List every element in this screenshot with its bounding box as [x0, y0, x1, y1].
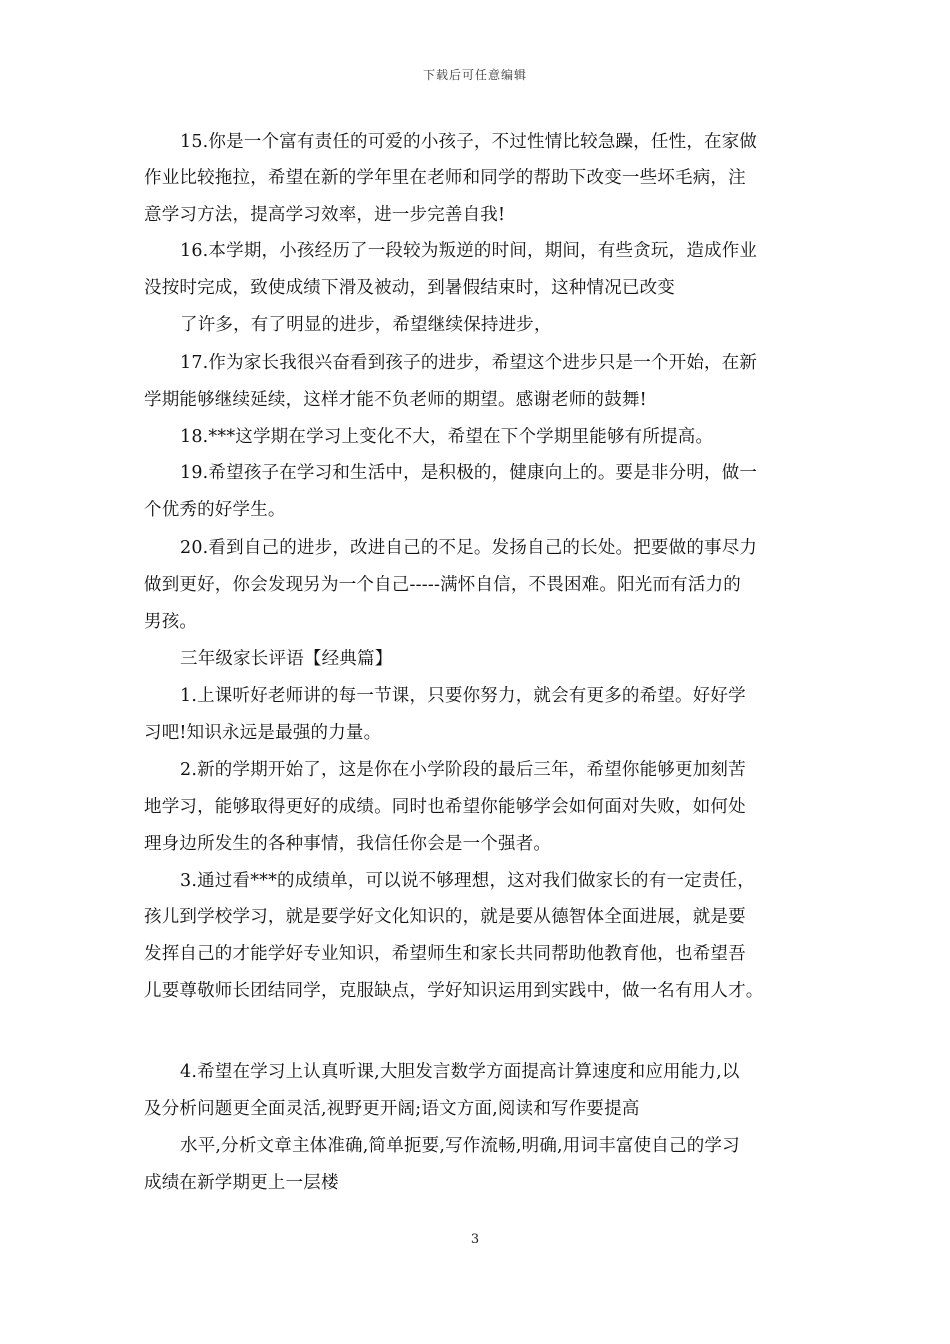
- paragraph-line: 没按时完成，致使成绩下滑及被动，到暑假结束时，这种情况已改变: [144, 278, 675, 298]
- paragraph-line: 做到更好，你会发现另为一个自己-----满怀自信，不畏困难。阳光而有活力的: [144, 575, 741, 595]
- paragraph-line: 个优秀的好学生。: [144, 500, 286, 520]
- paragraph-line: 水平,分析文章主体准确,简单扼要,写作流畅,明确,用词丰富使自己的学习: [180, 1136, 740, 1156]
- paragraph-line: 15.你是一个富有责任的可爱的小孩子，不过性情比较急躁，任性，在家做: [180, 132, 758, 152]
- paragraph-line: 地学习，能够取得更好的成绩。同时也希望你能够学会如何面对失败，如何处: [144, 797, 746, 817]
- paragraph-line: 18.***这学期在学习上变化不大，希望在下个学期里能够有所提高。: [180, 427, 714, 447]
- paragraph-line: 19.希望孩子在学习和生活中，是积极的，健康向上的。要是非分明，做一: [180, 463, 758, 483]
- paragraph-line: 20.看到自己的进步，改进自己的不足。发扬自己的长处。把要做的事尽力: [180, 538, 758, 558]
- paragraph-line: 3.通过看***的成绩单，可以说不够理想，这对我们做家长的有一定责任，: [180, 871, 755, 891]
- paragraph-line: 1.上课听好老师讲的每一节课，只要你努力，就会有更多的希望。好好学: [180, 686, 746, 706]
- paragraph-line: 男孩。: [144, 612, 198, 632]
- section-heading: 三年级家长评语【经典篇】: [180, 649, 393, 669]
- paragraph-line: 孩儿到学校学习，就是要学好文化知识的，就是要从德智体全面进展，就是要: [144, 907, 746, 927]
- page-number: 3: [470, 1232, 480, 1247]
- paragraph-line: 成绩在新学期更上一层楼: [144, 1173, 339, 1193]
- paragraph-line: 了许多，有了明显的进步，希望继续保持进步，: [180, 315, 552, 335]
- paragraph-line: 16.本学期，小孩经历了一段较为叛逆的时间，期间，有些贪玩，造成作业: [180, 241, 758, 261]
- paragraph-line: 理身边所发生的各种事情，我信任你会是一个强者。: [144, 834, 552, 854]
- page-header: 下载后可任意编辑: [422, 68, 527, 82]
- paragraph-line: 学期能够继续延续，这样才能不负老师的期望。感谢老师的鼓舞!: [144, 390, 647, 410]
- paragraph-line: 17.作为家长我很兴奋看到孩子的进步，希望这个进步只是一个开始，在新: [180, 353, 758, 373]
- paragraph-line: 意学习方法，提高学习效率，进一步完善自我!: [144, 205, 506, 225]
- paragraph-line: 习吧!知识永远是最强的力量。: [144, 723, 382, 743]
- paragraph-line: 发挥自己的才能学好专业知识，希望师生和家长共同帮助他教育他，也希望吾: [144, 944, 746, 964]
- paragraph-line: 作业比较拖拉，希望在新的学年里在老师和同学的帮助下改变一些坏毛病，注: [144, 168, 746, 188]
- paragraph-line: 儿要尊敬师长团结同学，克服缺点，学好知识运用到实践中，做一名有用人才。: [144, 981, 764, 1001]
- paragraph-line: 及分析问题更全面灵活,视野更开阔;语文方面,阅读和写作要提高: [144, 1099, 640, 1119]
- paragraph-line: 4.希望在学习上认真听课,大胆发言数学方面提高计算速度和应用能力,以: [180, 1062, 740, 1082]
- paragraph-line: 2.新的学期开始了，这是你在小学阶段的最后三年，希望你能够更加刻苦: [180, 760, 746, 780]
